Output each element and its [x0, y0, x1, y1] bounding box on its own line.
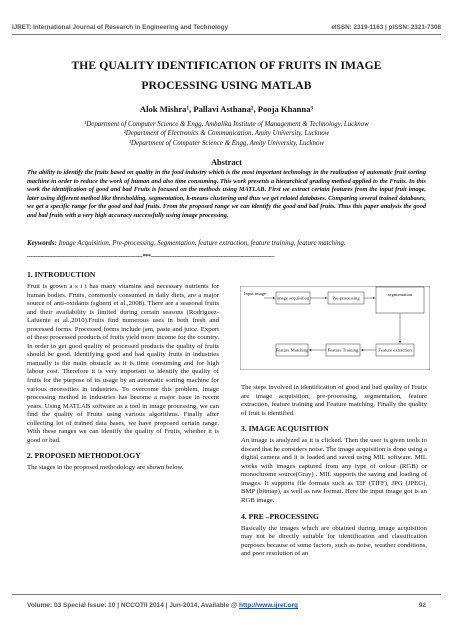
footer-text: Volume: 03 Special Issue: 10 | NCCOTII 2014 | Jun-2014, Available @ — [27, 602, 240, 609]
journal-link[interactable]: http://www.ijret.org — [239, 602, 299, 609]
keywords — [27, 240, 426, 247]
keywords-text: Image Acquisition, Pre-processing, Segmentation, feature extraction, feature training, feature matching. — [58, 240, 346, 247]
svg-text:Feature extraction: Feature extraction — [378, 347, 412, 353]
issn-info: eISSN: 2319-1163 | pISSN: 2321-7308 — [331, 24, 441, 31]
node-feature-matching — [276, 344, 309, 356]
right-column — [241, 384, 427, 565]
svg-text:Feature Training: Feature Training — [327, 347, 359, 353]
left-column — [27, 270, 219, 479]
keywords-label: Keywords: — [27, 240, 57, 247]
page-footer — [27, 602, 426, 609]
svg-text:image acquisition: image acquisition — [276, 295, 310, 301]
methodology-text: The stages in the proposed methodology are shown below. — [27, 464, 184, 472]
svg-text:Feature Matching: Feature Matching — [275, 347, 309, 353]
acquisition-text: An image is analyzed as it is clicked. Then the user is given tools to discard that he considers noise. The image acquisition is done using a digital camera and it is loaded and saved using MIL software. MIL works with images captured from any type of colour (RGB) or monochrome source(Gray) . MIL supports the saving and loading of images. It supports file formats such as TIF (TIFF), JPG (JPEG), BMP (bitmap), as well as raw format. Here the input image got is an RGB image. — [241, 437, 427, 505]
node-feature-extraction — [376, 344, 414, 356]
affiliation-1: ¹Department of Computer Science & Engg, Ambalika Institute of Management & Technology, Lucknow — [84, 121, 369, 128]
affiliation-3: ³Department of Computer Science & Engg, Amity University, Lucknow — [128, 139, 325, 147]
footer-citation — [27, 602, 298, 609]
page-number: 92 — [418, 602, 426, 609]
preprocessing-heading: 4. PRE –PROCESSING — [241, 511, 319, 521]
journal-name: IJRET: International Journal of Research in Engineering and Technology — [12, 24, 229, 31]
separator-line: --------------------------------------------------------------------***------------------------------------------------------------------------- — [27, 254, 275, 260]
node-input-image: Input image — [244, 291, 267, 296]
abstract-heading: Abstract — [211, 158, 242, 167]
title-line-1: THE QUALITY IDENTIFICATION OF FRUITS IN IMAGE — [71, 59, 382, 72]
node-feature-training — [326, 344, 360, 356]
title-line-2: PROCESSING USING MATLAB — [141, 79, 312, 92]
acquisition-heading: 3. IMAGE ACQUISITION — [241, 424, 329, 434]
methodology-flow-diagram — [240, 286, 430, 370]
node-segmentation — [376, 287, 424, 313]
abstract-text: The ability to identify the fruits based on quality in the food industry which is the most important technology in the realization of automatic fruit sorting machine in order to reduce the work of human and also time consuming. This work presents a hierarchical grading method applied to the Fruits. In this work the identification of good and bad Fruits is focused on the methods using MATLAB. First we extract certain features from the input fruit image, later using different method like thresholding, segmentation, k-means clustering and thus we get related databases. Comparing several trained databases, we get a specific range for the good and bad fruits. From the proposed range we can identify the good and bad fruits. Thus this paper analysis the good and bad fruits with a very high accuracy successfully using image processing. — [27, 169, 426, 219]
intro-text: Fruit is grown a s i t has many vitamins and necessary nutrients for human bodies. Fruits, commonly consumed in daily diets, are a major source of anti-oxidants (sgherri et al.,2008). There are a seasonal fruits and their availability is limited during certain seasons (Rodriguez-Lafuente et al.,2010).Fruits find numerous uses in both fresh and processed forms. Processed forms include jam, paste and juice. Export of these processed products of fruits yield more income for the country. In order to get good quality of processed products the quality of fruits should be good. Identifying good and bad quality fruits in industries manually is the main obstacle as it is time consuming and for high labour cost. Therefore it is very important to identify the quality of fruits for the purpose of its usage by an automatic sorting machine for various necessities in industries. To overcome this problem, image processing method in industries has become a major issue in recent years. Using MATLAB software as a tool in image processing, we can find the quality of Fruits using various algorithms. Finally after collecting lot of trained data bases, we have proposed certain range. With these ranges we can identify the quality of Fruits, whether it is good or bad. — [27, 283, 219, 444]
paper-title — [30, 56, 423, 96]
affiliation-2: ²Department of Electronics & Communication, Amity University, Lucknow — [123, 130, 330, 138]
authors: Alok Mishra¹, Pallavi Asthana², Pooja Khanna³ — [139, 104, 314, 114]
methodology-heading: 2. PROPOSED METHODOLOGY — [27, 451, 141, 461]
affiliations — [20, 120, 433, 148]
node-pre-processing — [328, 292, 364, 304]
svg-text:Pre-processing: Pre-processing — [332, 295, 360, 301]
footer-divider — [12, 594, 441, 595]
intro-heading: 1. INTRODUCTION — [27, 270, 96, 279]
header-divider — [12, 34, 441, 35]
preprocessing-text: Basically the images which are obtained during image acquisition may not be directly suitable for identification and classification purposes because of some factors, such as noise, weather conditions, and poor resolution of an — [241, 524, 427, 558]
steps-text: The steps involved in identification of good and bad quality of Fruits are image acquisition, pre-processing, segmentation, feature extraction, feature training and Feature matching. Finally the quality of fruit is identified. — [241, 384, 427, 417]
journal-header — [12, 24, 441, 31]
node-image-acquisition — [276, 292, 310, 304]
svg-text:segmentation: segmentation — [387, 292, 413, 297]
